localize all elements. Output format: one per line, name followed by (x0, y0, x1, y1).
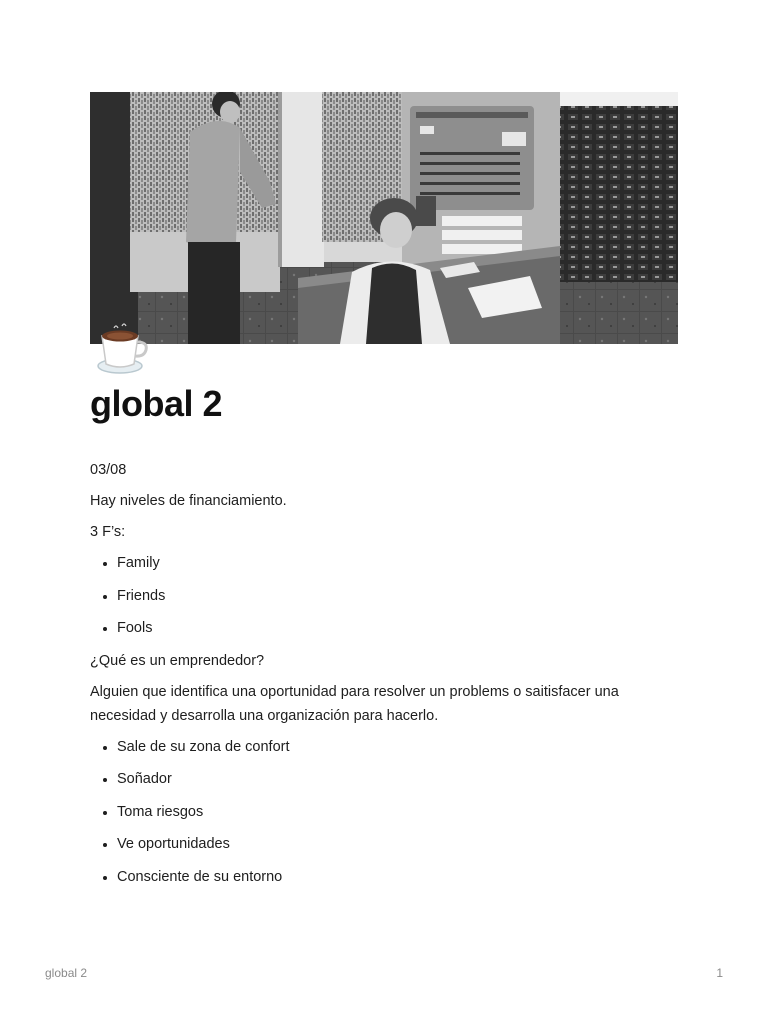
page-number: 1 (716, 966, 723, 980)
date-text: 03/08 (90, 462, 127, 478)
paragraph: Alguien que identifica una oportunidad para resolver un problems o saitisfacer una necesidad y desarrolla una organización para hacerlo. (90, 683, 619, 724)
bullet-list (90, 735, 680, 889)
list-item: • Sale de su zona de confort (117, 735, 680, 759)
list-item: • Ve oportunidades (117, 832, 680, 856)
list-item: • Family (117, 551, 680, 575)
page-title: global 2 (90, 383, 223, 424)
paragraph: ¿Qué es un emprendedor? (90, 652, 265, 669)
list-item: • Fools (117, 616, 680, 640)
list-item: • Friends (117, 584, 680, 608)
footer-title: global 2 (45, 966, 88, 980)
paragraph: Hay niveles de financiamiento. (90, 493, 287, 509)
list-item: • Soñador (117, 767, 680, 791)
cover-image (90, 92, 678, 344)
page-content (90, 458, 680, 897)
list-item: • Consciente de su entorno (117, 865, 680, 889)
paragraph: 3 F’s: (90, 524, 126, 540)
bullet-list (90, 551, 680, 640)
coffee-cup-icon (94, 322, 150, 376)
list-item: • Toma riesgos (117, 800, 680, 824)
